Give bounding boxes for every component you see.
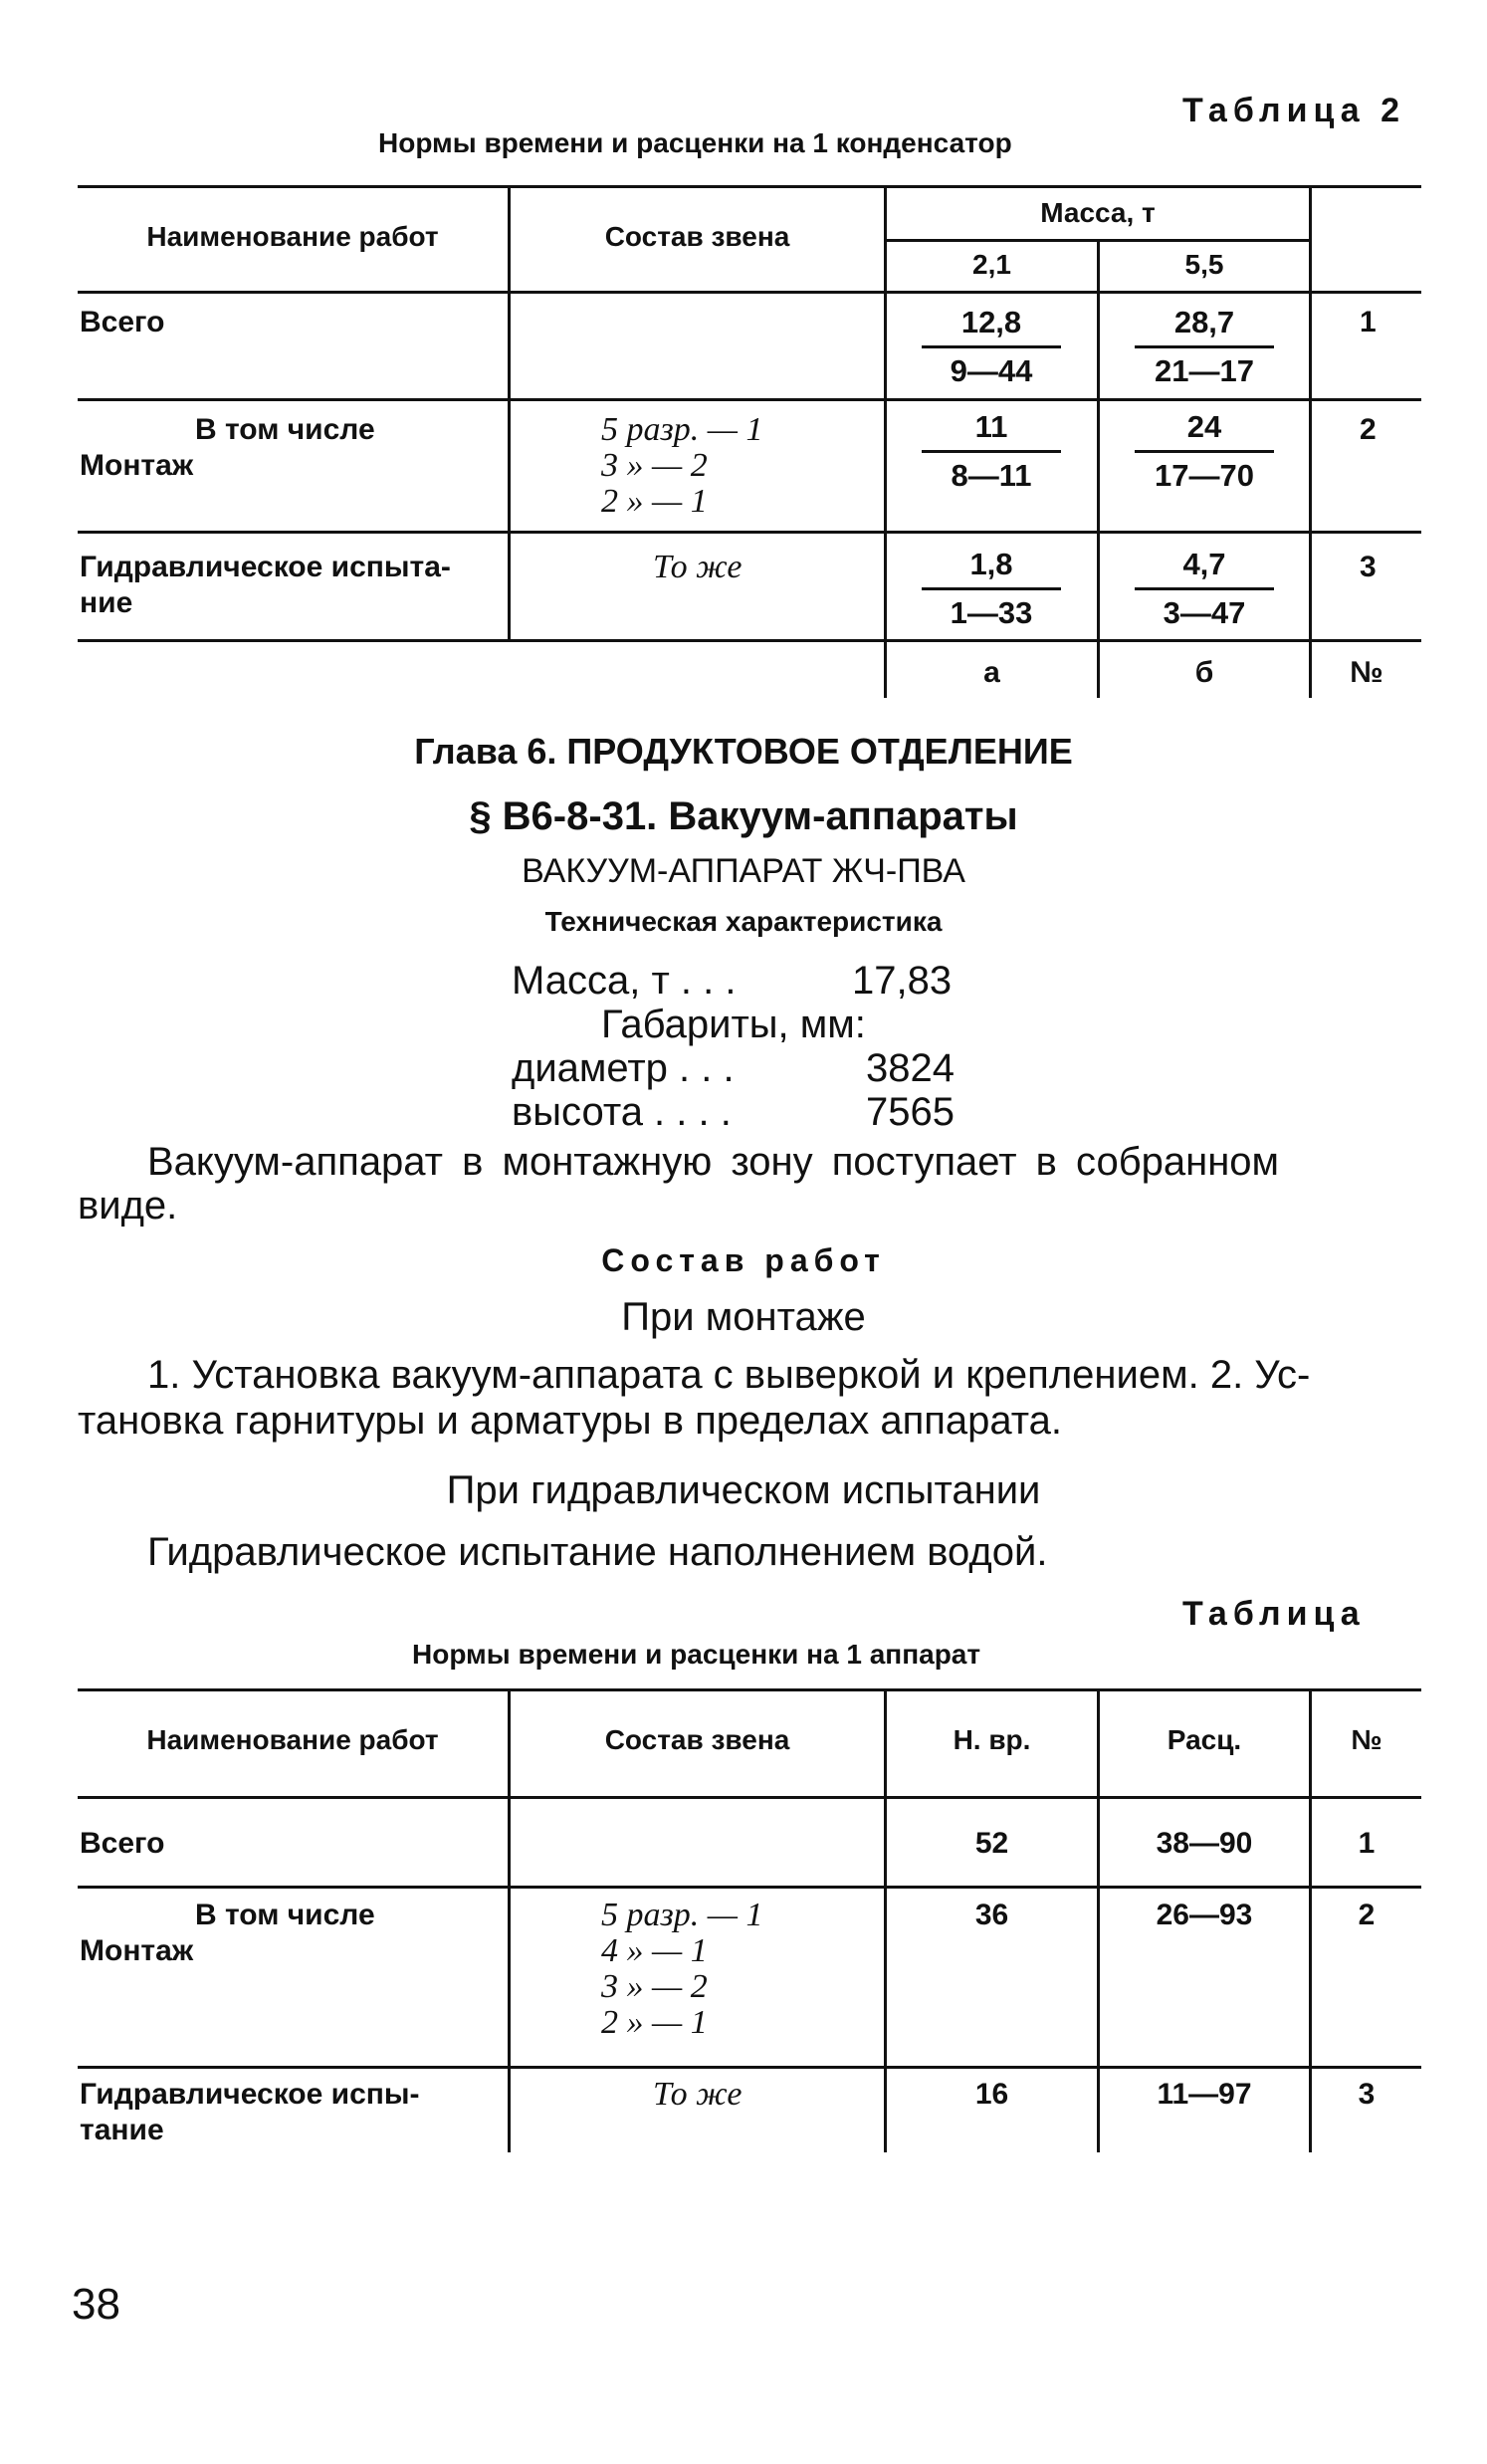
mount-text-line-2: тановка гарнитуры и арматуры в пределах аппарата.	[78, 1399, 1063, 1443]
table2-row1-b: $\frac{28,7}{21—17}$	[1135, 306, 1274, 388]
table2-row2-crew-2: 3 » — 2	[601, 447, 708, 484]
table3-row2-crew-3: 3 » — 2	[601, 1968, 708, 2005]
table2-header-mass-a: 2,1	[972, 249, 1011, 280]
hydraulic-title: При гидравлическом испытании	[446, 1468, 1041, 1512]
table2-row3-name-line2: ние	[80, 586, 133, 619]
table2-row2-name-line2: Монтаж	[80, 449, 194, 482]
table3-row3-rate: 11—97	[1157, 2078, 1252, 2111]
table3-row1-name: Всего	[80, 1827, 165, 1860]
chapter-title: Глава 6. ПРОДУКТОВОЕ ОТДЕЛЕНИЕ	[414, 731, 1073, 772]
table3-row3-hvr: 16	[974, 2078, 1009, 2111]
table2-row3-a: $\frac{1,8}{1—33}$	[922, 548, 1061, 630]
table2-row2-b: $\frac{24}{17—70}$	[1135, 410, 1274, 493]
table3-row2-crew-2: 4 » — 1	[601, 1932, 708, 1969]
table2-row3-b: $\frac{4,7}{3—47}$	[1135, 548, 1274, 630]
table2-row3-num: 3	[1360, 551, 1377, 583]
spec-diameter-label: диаметр . . .	[512, 1046, 735, 1090]
table3-header-work: Наименование работ	[146, 1724, 439, 1755]
table3-row1-rate: 38—90	[1156, 1827, 1253, 1860]
intro-line-2: виде.	[78, 1184, 178, 1228]
table3-row2-crew-4: 2 » — 1	[601, 2004, 708, 2041]
table2-footer-num: №	[1350, 656, 1383, 689]
table3-row2-name-line1: В том числе	[195, 1899, 375, 1931]
section-title: § В6-8-31. Вакуум-аппараты	[469, 794, 1018, 838]
mount-title: При монтаже	[621, 1295, 866, 1339]
table3-row1-hvr: 52	[974, 1827, 1009, 1860]
table3-header-crew: Состав звена	[604, 1724, 790, 1755]
table3-row3-crew: То же	[653, 2076, 743, 2113]
work-composition-title: Состав работ	[601, 1242, 886, 1278]
table2-row3-name-line1: Гидравлическое испыта-	[80, 551, 451, 583]
spec-height-value: 7565	[866, 1090, 955, 1134]
table3-label: Таблица	[1182, 1595, 1366, 1633]
table2-header-mass: Масса, т	[1040, 197, 1156, 228]
spec-diameter-value: 3824	[866, 1046, 955, 1090]
table2-row2-crew-1: 5 разр. — 1	[601, 411, 763, 448]
table3-header-hvr: Н. вр.	[953, 1724, 1031, 1755]
mount-text-line-1: 1. Установка вакуум-аппарата с выверкой и креплением. 2. Ус-	[147, 1353, 1311, 1397]
table3-row2-name-line2: Монтаж	[80, 1934, 194, 1967]
table3-row2-rate: 26—93	[1156, 1899, 1253, 1931]
table2-row1-name: Всего	[80, 306, 165, 338]
table2-row3-crew: То же	[653, 549, 743, 585]
apparatus-title: ВАКУУМ-АППАРАТ ЖЧ-ПВА	[522, 852, 965, 890]
table3-title: Нормы времени и расценки на 1 аппарат	[412, 1639, 981, 1670]
table2-label: Таблица 2	[1182, 92, 1406, 129]
table2-footer-b: б	[1194, 656, 1214, 689]
table3-header-rate: Расц.	[1167, 1724, 1242, 1755]
spec-mass-label: Масса, т . . .	[512, 959, 737, 1003]
table2-header-mass-b: 5,5	[1184, 249, 1224, 280]
hydraulic-text: Гидравлическое испытание наполнением водой.	[147, 1530, 1048, 1574]
table3-row3-name-line1: Гидравлическое испы-	[80, 2078, 420, 2111]
spec-mass-value: 17,83	[852, 959, 953, 1003]
table3-row3-num: 3	[1358, 2078, 1376, 2111]
table2-row2-a: $\frac{11}{8—11}$	[922, 410, 1061, 493]
table2-row1-num: 1	[1360, 306, 1377, 338]
table2-row2-num: 2	[1360, 413, 1377, 446]
table2-row1-a: $\frac{12,8}{9—44}$	[922, 306, 1061, 388]
page-number: 38	[72, 2280, 120, 2329]
table2-row2-crew-3: 2 » — 1	[601, 483, 708, 520]
table2-footer-a: а	[983, 656, 1000, 689]
table2-title: Нормы времени и расценки на 1 конденсатор	[378, 127, 1012, 158]
table2-header-work: Наименование работ	[146, 221, 439, 252]
table3-row2-num: 2	[1358, 1899, 1376, 1931]
tech-spec-title: Техническая характеристика	[544, 906, 943, 937]
table3-row1-num: 1	[1358, 1827, 1376, 1860]
table3-header-num: №	[1351, 1724, 1382, 1755]
table2-header-crew: Состав звена	[604, 221, 790, 252]
spec-height-label: высота . . . .	[512, 1090, 732, 1134]
table3-row3-name-line2: тание	[80, 2114, 164, 2146]
intro-line-1: Вакуум-аппарат в монтажную зону поступает в собранном	[147, 1140, 1280, 1184]
table3-row2-hvr: 36	[974, 1899, 1009, 1931]
table2-row2-name-line1: В том числе	[195, 413, 375, 446]
table3-row2-crew-1: 5 разр. — 1	[601, 1897, 763, 1933]
spec-dims-label: Габариты, мм:	[601, 1003, 866, 1046]
